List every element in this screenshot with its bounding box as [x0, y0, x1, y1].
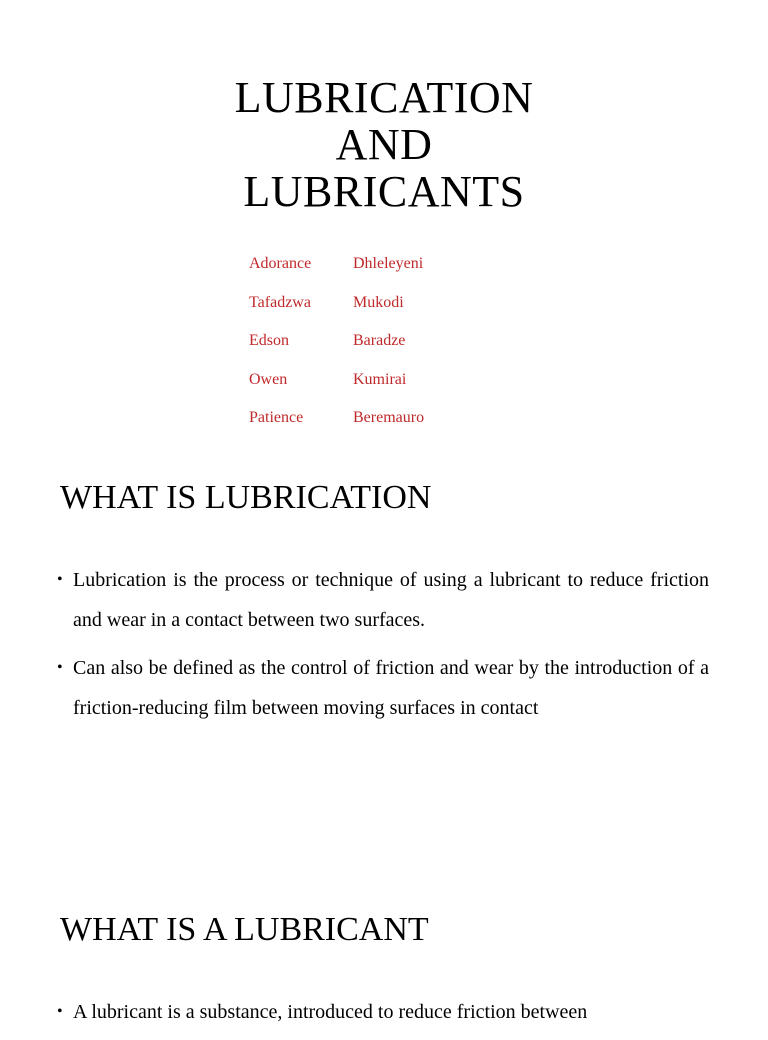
author-last-name: Dhleleyeni	[353, 255, 424, 272]
bullet-text: Lubrication is the process or technique of using a lubricant to reduce friction and wear in a contact between two surfaces.	[73, 569, 709, 631]
slide-title	[0, 74, 768, 215]
bullet-text: A lubricant is a substance, introduced to reduce friction between	[73, 1001, 588, 1023]
bullet-icon: •	[57, 571, 63, 588]
author-first-name: Owen	[249, 370, 288, 388]
title-line-3: LUBRICANTS	[243, 167, 525, 216]
author-first-name: Patience	[249, 409, 304, 426]
section-heading-lubrication: WHAT IS LUBRICATION	[60, 479, 432, 516]
bullet-list-lubricant	[57, 992, 709, 1040]
author-first-name: Edson	[249, 332, 289, 349]
section-heading-lubricant: WHAT IS A LUBRICANT	[60, 911, 429, 948]
bullet-list-lubrication	[57, 560, 709, 736]
author-first-name: Tafadzwa	[249, 293, 311, 311]
author-first-name: Adorance	[249, 255, 312, 272]
bullet-item	[57, 648, 709, 728]
author-last-name: Mukodi	[353, 293, 404, 311]
author-last-name: Kumirai	[353, 370, 407, 388]
bullet-icon: •	[57, 1003, 63, 1020]
bullet-item	[57, 992, 709, 1032]
bullet-item	[57, 560, 709, 640]
author-last-name: Baradze	[353, 332, 406, 349]
bullet-text: Can also be defined as the control of friction and wear by the introduction of a friction-reducing film between moving surfaces in contact	[73, 657, 709, 719]
title-line-2: AND	[335, 120, 433, 169]
bullet-icon: •	[57, 659, 63, 676]
title-line-1: LUBRICATION	[234, 73, 534, 122]
author-last-name: Beremauro	[353, 409, 425, 426]
